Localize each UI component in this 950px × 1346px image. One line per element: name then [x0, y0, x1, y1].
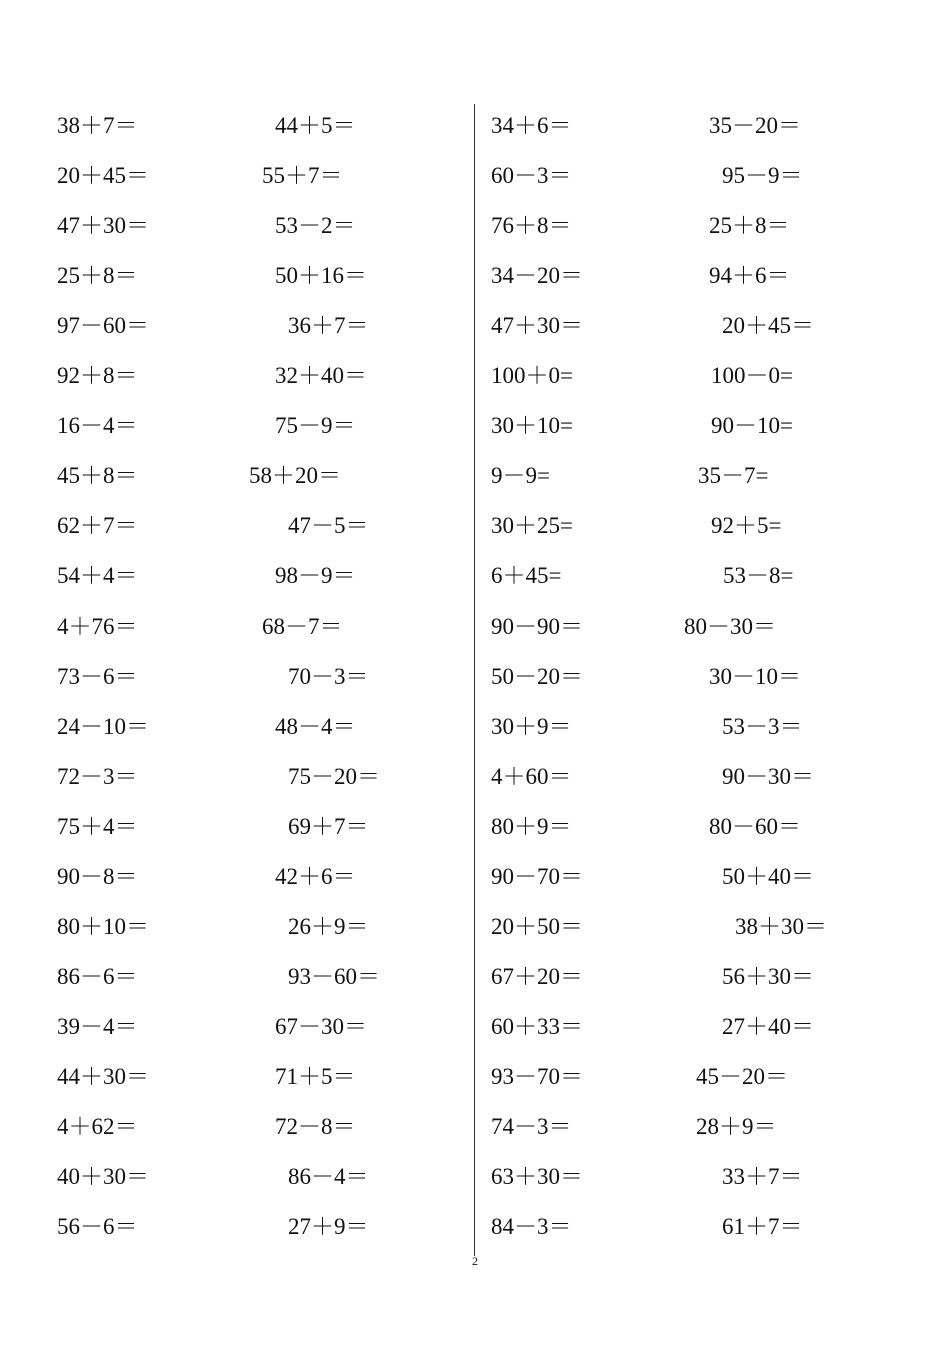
arithmetic-problem: 50＋40＝ — [722, 863, 814, 889]
problem-row — [0, 1107, 950, 1147]
arithmetic-problem: 35－20＝ — [709, 113, 801, 138]
arithmetic-problem: 100－0= — [711, 363, 793, 389]
arithmetic-problem: 100＋0= — [491, 363, 573, 389]
arithmetic-problem: 90－8＝ — [57, 863, 138, 889]
arithmetic-problem: 50＋16＝ — [275, 263, 367, 289]
problem-row — [0, 757, 950, 797]
arithmetic-problem: 72－3＝ — [57, 763, 138, 789]
center-divider-line — [474, 104, 475, 1256]
arithmetic-problem: 98－9＝ — [275, 563, 356, 589]
arithmetic-problem: 16－4＝ — [57, 413, 138, 439]
arithmetic-problem: 86－4＝ — [288, 1164, 369, 1190]
arithmetic-problem: 25＋8＝ — [57, 263, 138, 289]
arithmetic-problem: 26＋9＝ — [288, 913, 369, 939]
arithmetic-problem: 74－3＝ — [491, 1114, 572, 1139]
arithmetic-problem: 44＋30＝ — [57, 1063, 149, 1089]
problem-row — [0, 607, 950, 647]
page-number: 2 — [472, 1254, 478, 1268]
arithmetic-problem: 33＋7＝ — [722, 1164, 803, 1190]
arithmetic-problem: 4＋76＝ — [57, 613, 138, 639]
arithmetic-problem: 93－60＝ — [288, 963, 380, 989]
arithmetic-problem: 90－70＝ — [491, 863, 583, 889]
arithmetic-problem: 28＋9＝ — [696, 1114, 777, 1139]
arithmetic-problem: 97－60＝ — [57, 313, 149, 339]
problem-row — [0, 406, 950, 446]
arithmetic-problem: 58＋20＝ — [249, 463, 341, 489]
arithmetic-problem: 30－10＝ — [709, 663, 801, 689]
arithmetic-problem: 44＋5＝ — [275, 113, 356, 138]
arithmetic-problem: 92＋5= — [711, 513, 782, 539]
arithmetic-problem: 24－10＝ — [57, 713, 149, 739]
arithmetic-problem: 54＋4＝ — [57, 563, 138, 589]
arithmetic-problem: 34－20＝ — [491, 263, 583, 289]
arithmetic-problem: 76＋8＝ — [491, 213, 572, 239]
arithmetic-problem: 38＋7＝ — [57, 113, 138, 138]
arithmetic-problem: 67＋20＝ — [491, 963, 583, 989]
arithmetic-problem: 62＋7＝ — [57, 513, 138, 539]
arithmetic-problem: 25＋8＝ — [709, 213, 790, 239]
arithmetic-problem: 90－90＝ — [491, 613, 583, 639]
problem-row — [0, 306, 950, 346]
problem-row — [0, 456, 950, 496]
arithmetic-problem: 94＋6＝ — [709, 263, 790, 289]
arithmetic-problem: 69＋7＝ — [288, 813, 369, 839]
arithmetic-problem: 90－30＝ — [722, 763, 814, 789]
arithmetic-problem: 53－8= — [723, 563, 794, 589]
arithmetic-problem: 47－5＝ — [288, 513, 369, 539]
arithmetic-problem: 56－6＝ — [57, 1214, 138, 1240]
problem-row — [0, 156, 950, 196]
arithmetic-problem: 80－60＝ — [709, 813, 801, 839]
arithmetic-problem: 60－3＝ — [491, 163, 572, 189]
arithmetic-problem: 75－20＝ — [288, 763, 380, 789]
arithmetic-problem: 20＋45＝ — [722, 313, 814, 339]
arithmetic-problem: 61＋7＝ — [722, 1214, 803, 1240]
arithmetic-problem: 90－10= — [711, 413, 793, 439]
arithmetic-problem: 48－4＝ — [275, 713, 356, 739]
arithmetic-problem: 47＋30＝ — [57, 213, 149, 239]
arithmetic-problem: 6＋45= — [491, 563, 562, 589]
problem-row — [0, 506, 950, 546]
arithmetic-problem: 20＋50＝ — [491, 913, 583, 939]
arithmetic-problem: 27＋9＝ — [288, 1214, 369, 1240]
problem-row — [0, 356, 950, 396]
arithmetic-problem: 86－6＝ — [57, 963, 138, 989]
problem-row — [0, 1207, 950, 1247]
arithmetic-problem: 45－20＝ — [696, 1063, 788, 1089]
arithmetic-problem: 4＋60＝ — [491, 763, 572, 789]
arithmetic-problem: 30＋9＝ — [491, 713, 572, 739]
arithmetic-problem: 30＋10= — [491, 413, 573, 439]
problem-row — [0, 857, 950, 897]
arithmetic-problem: 80＋10＝ — [57, 913, 149, 939]
problem-row — [0, 556, 950, 596]
arithmetic-problem: 30＋25= — [491, 513, 573, 539]
arithmetic-problem: 53－3＝ — [722, 713, 803, 739]
arithmetic-problem: 84－3＝ — [491, 1214, 572, 1240]
arithmetic-problem: 42＋6＝ — [275, 863, 356, 889]
arithmetic-problem: 35－7= — [698, 463, 769, 489]
arithmetic-problem: 20＋45＝ — [57, 163, 149, 189]
arithmetic-problem: 45＋8＝ — [57, 463, 138, 489]
arithmetic-problem: 40＋30＝ — [57, 1164, 149, 1190]
arithmetic-problem: 55＋7＝ — [262, 163, 343, 189]
arithmetic-problem: 53－2＝ — [275, 213, 356, 239]
arithmetic-problem: 75＋4＝ — [57, 813, 138, 839]
arithmetic-problem: 56＋30＝ — [722, 963, 814, 989]
problem-row — [0, 657, 950, 697]
arithmetic-problem: 63＋30＝ — [491, 1164, 583, 1190]
problem-row — [0, 256, 950, 296]
arithmetic-problem: 72－8＝ — [275, 1114, 356, 1139]
arithmetic-problem: 75－9＝ — [275, 413, 356, 439]
arithmetic-problem: 92＋8＝ — [57, 363, 138, 389]
problem-row — [0, 1057, 950, 1097]
problem-row — [0, 957, 950, 997]
arithmetic-problem: 71＋5＝ — [275, 1063, 356, 1089]
arithmetic-problem: 36＋7＝ — [288, 313, 369, 339]
arithmetic-problem: 9－9= — [491, 463, 550, 489]
arithmetic-problem: 67－30＝ — [275, 1013, 367, 1039]
arithmetic-problem: 47＋30＝ — [491, 313, 583, 339]
problem-row — [0, 106, 950, 146]
problem-row — [0, 907, 950, 947]
arithmetic-problem: 39－4＝ — [57, 1013, 138, 1039]
problem-row — [0, 1007, 950, 1047]
problem-row — [0, 807, 950, 847]
arithmetic-problem: 50－20＝ — [491, 663, 583, 689]
arithmetic-problem: 68－7＝ — [262, 613, 343, 639]
problem-row — [0, 1157, 950, 1197]
arithmetic-problem: 4＋62＝ — [57, 1114, 138, 1139]
problem-row — [0, 707, 950, 747]
arithmetic-problem: 32＋40＝ — [275, 363, 367, 389]
arithmetic-problem: 93－70＝ — [491, 1063, 583, 1089]
arithmetic-problem: 95－9＝ — [722, 163, 803, 189]
arithmetic-problem: 80＋9＝ — [491, 813, 572, 839]
arithmetic-problem: 60＋33＝ — [491, 1013, 583, 1039]
arithmetic-problem: 34＋6＝ — [491, 113, 572, 138]
arithmetic-problem: 73－6＝ — [57, 663, 138, 689]
problem-row — [0, 206, 950, 246]
arithmetic-problem: 80－30＝ — [684, 613, 776, 639]
arithmetic-problem: 38＋30＝ — [735, 913, 827, 939]
arithmetic-problem: 70－3＝ — [288, 663, 369, 689]
arithmetic-problem: 27＋40＝ — [722, 1013, 814, 1039]
